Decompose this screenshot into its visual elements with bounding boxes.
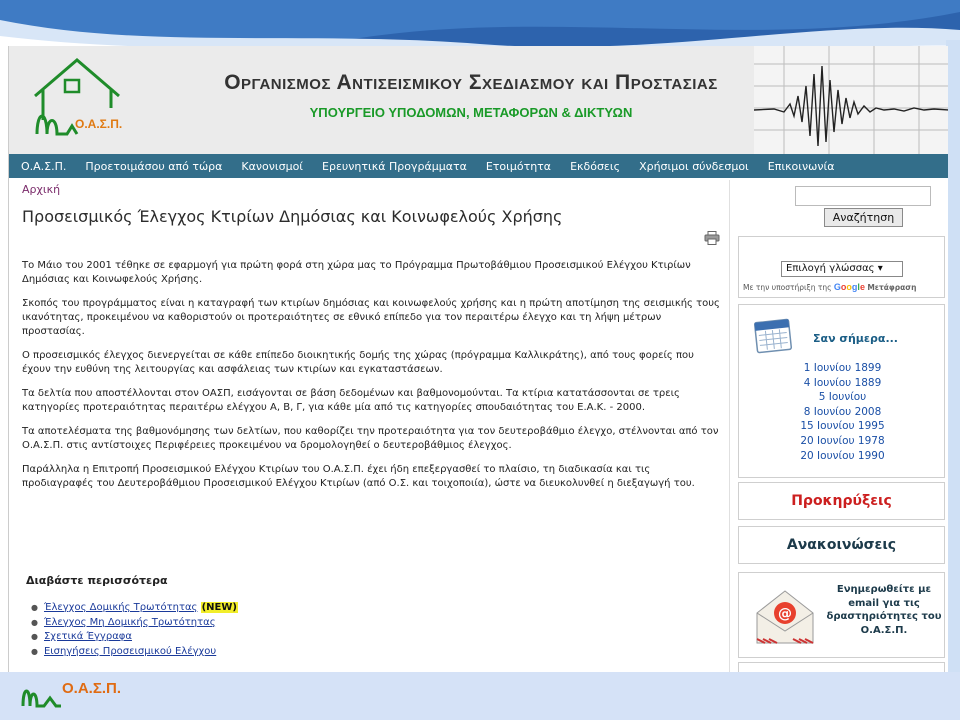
slide-bottom-band <box>0 672 960 720</box>
sidebar-divider <box>729 180 730 672</box>
print-icon[interactable] <box>704 230 720 244</box>
page-title: Προσεισμικός Έλεγχος Κτιρίων Δημόσιας και Κοινωφελούς Χρήσης <box>22 207 563 226</box>
list-item <box>31 616 238 631</box>
today-item[interactable]: 5 Ιουνίου <box>818 391 867 404</box>
today-list <box>739 361 946 463</box>
read-more-heading: Διαβάστε περισσότερα <box>26 574 168 587</box>
nav-item-publications[interactable]: Εκδόσεις <box>570 159 621 173</box>
bullet-icon: ● <box>31 617 38 627</box>
nav-item-research[interactable]: Ερευνητικά Προγράμματα <box>322 159 467 173</box>
site-title: Οργανισμος Αντισεισμικου Σχεδιασμου και Προστασιας <box>224 71 718 94</box>
bullet-icon: ● <box>31 646 38 656</box>
nav-item-contact[interactable]: Επικοινωνία <box>767 159 835 173</box>
announcements-box <box>738 526 945 564</box>
today-item[interactable]: 20 Ιουνίου 1978 <box>800 434 885 447</box>
announcements-link[interactable]: Ανακοινώσεις <box>786 537 897 553</box>
tenders-link[interactable]: Προκηρύξεις <box>791 493 892 509</box>
link-inspection-proposals[interactable]: Εισηγήσεις Προσεισμικού Ελέγχου <box>43 645 217 657</box>
today-item[interactable]: 8 Ιουνίου 2008 <box>803 405 882 418</box>
article-body <box>22 259 722 501</box>
nav-item-prepare[interactable]: Προετοιμάσου από τώρα <box>85 159 223 173</box>
slide-logo-wave-icon <box>20 676 62 712</box>
website-frame <box>8 46 948 672</box>
search-input[interactable] <box>795 186 931 206</box>
today-item[interactable]: 15 Ιουνίου 1995 <box>800 420 885 433</box>
link-structural-vulnerability[interactable]: Έλεγχος Δομικής Τρωτότητας <box>43 602 198 613</box>
nav-item-links[interactable]: Χρήσιμοι σύνδεσμοι <box>639 159 749 173</box>
today-item[interactable]: 1 Ιουνίου 1899 <box>803 362 882 374</box>
logo-text: Ο.Α.Σ.Π. <box>75 117 123 131</box>
slide-right-band <box>946 40 960 680</box>
bullet-icon: ● <box>31 603 38 612</box>
main-nav <box>9 154 948 178</box>
mail-at-symbol: @ <box>778 606 792 622</box>
google-logo[interactable]: Google <box>833 282 865 292</box>
list-item <box>31 645 238 660</box>
site-subtitle: ΥΠΟΥΡΓΕΙΟ ΥΠΟΔΟΜΩΝ, ΜΕΤΑΦΟΡΩΝ & ΔΙΚΤΥΩΝ <box>309 105 633 120</box>
today-in-history-box <box>738 304 945 478</box>
announcements-tenders-box <box>738 482 945 520</box>
newsletter-text[interactable]: Ενημερωθείτε με email για τις δραστηριότητες του Ο.Α.Σ.Π. <box>826 584 942 636</box>
slide-logo-text: Ο.Α.Σ.Π. <box>62 680 122 697</box>
nav-item-oasp[interactable]: Ο.Α.Σ.Π. <box>21 159 67 173</box>
nav-item-regulations[interactable]: Κανονισμοί <box>241 159 304 173</box>
newsletter-box <box>738 572 945 658</box>
site-header <box>9 46 948 154</box>
article-paragraph: Τα δελτία που αποστέλλονται στον ΟΑΣΠ, εισάγονται σε βάση δεδομένων και βαθμονομούνται. Τα κτίρια κατατάσσονται σε τρεις κατηγορίες προτεραιότητας περαιτέρω ελέγχου Α, Β, Γ, για κάθε μία από τις κατηγορίες σπουδαιότητας του Ε.Α.Κ. - 2000. <box>22 388 680 414</box>
article-paragraph: Το Μάιο του 2001 τέθηκε σε εφαρμογή για πρώτη φορά στη χώρα μας το Πρόγραμμα Πρωτοβάθμιου Προσεισμικού Ελέγχου Κτιρίων Δημόσιας και Κοινωφελούς Χρήσης. <box>22 260 691 286</box>
seismograph-image <box>754 46 948 154</box>
slide-logo <box>20 676 130 716</box>
article-paragraph: Τα αποτελέσματα της βαθμονόμησης των δελτίων, που καθορίζει την προτεραιότητα για τον δευτεροβάθμιο έλεγχο, στέλνονται από τον Ο.Α.Σ.Π. στις αντίστοιχες Περιφέρειες προκειμένου να δρομολογηθεί ο δευτεροβάθμιος έλεγχος. <box>22 426 719 452</box>
article-paragraph: Ο προσεισμικός έλεγχος διενεργείται σε κάθε επίπεδο διοικητικής δομής της χώρας (πρόγραμμα Καλλικράτης), από τους φορείς που έχουν την ευθύνη της λειτουργίας και ασφάλειας των κτιρίων και εγκαταστάσεων. <box>22 350 694 376</box>
calendar-icon <box>753 315 793 355</box>
link-related-documents[interactable]: Σχετικά Έγγραφα <box>43 631 132 643</box>
language-select[interactable]: Επιλογή γλώσσας ▾ <box>781 261 903 277</box>
nav-item-readiness[interactable]: Ετοιμότητα <box>485 159 552 173</box>
breadcrumb-home-link[interactable]: Αρχική <box>22 183 61 196</box>
site-logo[interactable] <box>27 54 147 142</box>
today-title: Σαν σήμερα... <box>813 332 898 345</box>
today-item[interactable]: 4 Ιουνίου 1889 <box>803 376 882 389</box>
list-item <box>31 601 238 616</box>
powered-by-google <box>743 282 917 292</box>
read-more-list <box>31 601 238 659</box>
article-paragraph: Παράλληλα η Επιτροπή Προσεισμικού Ελέγχου Κτιρίων του Ο.Α.Σ.Π. έχει ήδη επεξεργασθεί το πλαίσιο, τη διαδικασία και τις προδιαγραφές του Δευτεροβάθμιου Προσεισμικού Ελέγχου Κτιρίων (από Ο.Σ. και τοιχοποιία), ώστε να διευκολυνθεί η διεξαγωγή του. <box>22 464 695 490</box>
link-nonstructural-vulnerability[interactable]: Έλεγχος Μη Δομικής Τρωτότητας <box>43 616 216 628</box>
article-paragraph: Σκοπός του προγράμματος είναι η καταγραφή των κτιρίων δημόσιας και κοινωφελούς χρήσης και η πρώτη αποτίμηση της σεισμικής τους ικανότητας, προκειμένου να καθοριστούν οι προτεραιότητες σε εθνικό επίπεδο για τον περαιτέρω έλεγχο και τη λήψη μέτρων προστασίας. <box>22 298 720 338</box>
bullet-icon: ● <box>31 632 38 642</box>
translate-widget <box>738 236 945 298</box>
mail-icon[interactable] <box>753 583 817 647</box>
new-badge: (NEW) <box>201 602 237 613</box>
translate-link[interactable]: Μετάφραση <box>867 283 917 292</box>
list-item <box>31 630 238 645</box>
sidebar-box-partial <box>738 662 945 672</box>
search-button[interactable]: Αναζήτηση <box>824 208 903 227</box>
powered-prefix: Με την υποστήριξη της <box>743 283 832 292</box>
today-item[interactable]: 20 Ιουνίου 1990 <box>800 449 885 462</box>
